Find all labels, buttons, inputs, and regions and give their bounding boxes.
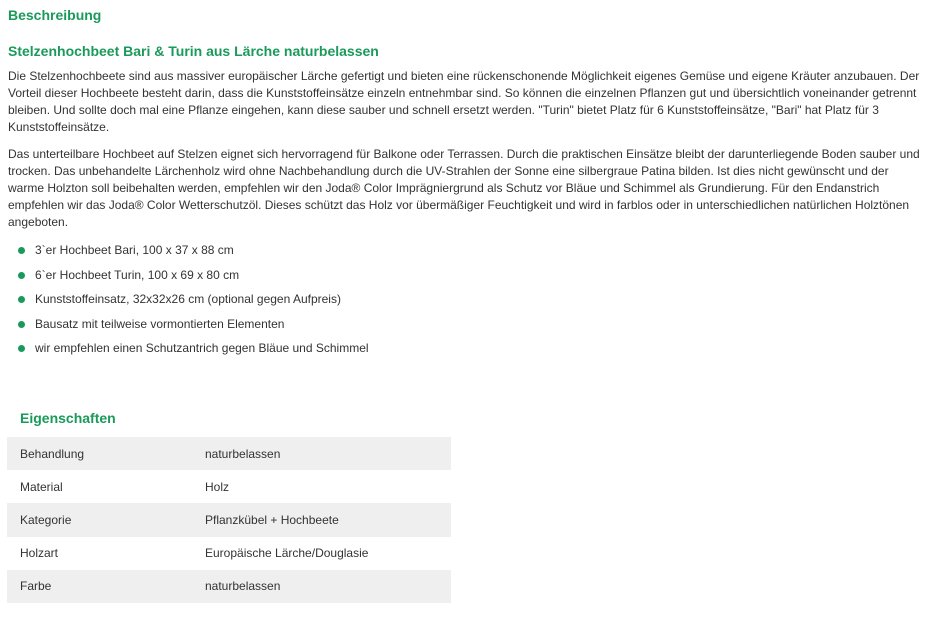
property-key: Material: [20, 479, 63, 494]
property-value: naturbelassen: [205, 570, 451, 603]
description-paragraph-1: Die Stelzenhochbeete sind aus massiver europäischer Lärche gefertigt und bieten eine rückenschonende Möglichkeit eigenes Gemüse und eigene Kräuter anzubauen. Der Vorteil dieser Hochbeete besteht darin, dass die Kunststoffeinsätze einzeln entnehmbar sind. So können die einzelnen Pflanzen gut und übersichtlich voneinander getrennt bleiben. Und sollte doch mal eine Pflanze eingehen, kann diese sauber und schnell ersetzt werden. "Turin" bietet Platz für 6 Kunststoffeinsätze, "Bari" hat Platz für 3 Kunststoffeinsätze.: [8, 69, 920, 134]
property-value: Pflanzkübel + Hochbeete: [205, 503, 451, 536]
property-value: Holz: [205, 479, 230, 494]
feature-list-item: [18, 267, 369, 292]
bullet-icon: [18, 321, 25, 328]
feature-list-item: [18, 340, 369, 365]
feature-text: Bausatz mit teilweise vormontierten Elementen: [35, 316, 285, 331]
feature-text: 6`er Hochbeet Turin, 100 x 69 x 80 cm: [35, 267, 240, 282]
table-row: [7, 570, 451, 603]
bullet-icon: [18, 296, 25, 303]
property-value: Europäische Lärche/Douglasie: [205, 546, 369, 561]
feature-text: 3`er Hochbeet Bari, 100 x 37 x 88 cm: [35, 243, 234, 257]
properties-table: [7, 437, 451, 603]
feature-list-item: [18, 291, 369, 316]
bullet-icon: [18, 247, 25, 254]
product-title: Stelzenhochbeet Bari & Turin aus Lärche naturbelassen: [8, 43, 379, 59]
section-heading-description: Beschreibung: [8, 7, 102, 23]
table-row: [7, 537, 451, 570]
bullet-icon: [18, 345, 25, 352]
feature-list-item: [18, 242, 369, 267]
table-row: [7, 503, 451, 536]
property-key: Holzart: [20, 546, 59, 561]
feature-list-item: [18, 316, 369, 341]
property-key: Behandlung: [7, 437, 205, 470]
feature-text: wir empfehlen einen Schutzantrich gegen Bläue und Schimmel: [35, 341, 369, 355]
property-key: Kategorie: [7, 503, 205, 536]
property-key: Farbe: [7, 570, 205, 603]
feature-text: Kunststoffeinsatz, 32x32x26 cm (optional gegen Aufpreis): [35, 292, 341, 306]
table-row: [7, 437, 451, 470]
bullet-icon: [18, 272, 25, 279]
description-paragraph-2: Das unterteilbare Hochbeet auf Stelzen eignet sich hervorragend für Balkone oder Terrassen. Durch die praktischen Einsätze bleibt der darunterliegende Boden sauber und trocken. Das unbehandelte Lärchenholz wird ohne Nachbehandlung durch die UV-Strahlen der Sonne eine silbergraue Patina bilden. Ist dies nicht gewünscht und der warme Holzton soll beibehalten werden, empfehlen wir den Joda® Color Imprägniergrund als Schutz vor Bläue und Schimmel als Grundierung. Für den Endanstrich empfehlen wir das Joda® Color Wetterschutzöl. Dieses schützt das Holz vor übermäßiger Feuchtigkeit und wird in farblos oder in unterschiedlichen natürlichen Holztönen angeboten.: [8, 147, 920, 229]
section-heading-properties: Eigenschaften: [20, 410, 116, 426]
property-value: naturbelassen: [205, 437, 451, 470]
table-row: [7, 470, 451, 503]
feature-list: [18, 242, 369, 365]
